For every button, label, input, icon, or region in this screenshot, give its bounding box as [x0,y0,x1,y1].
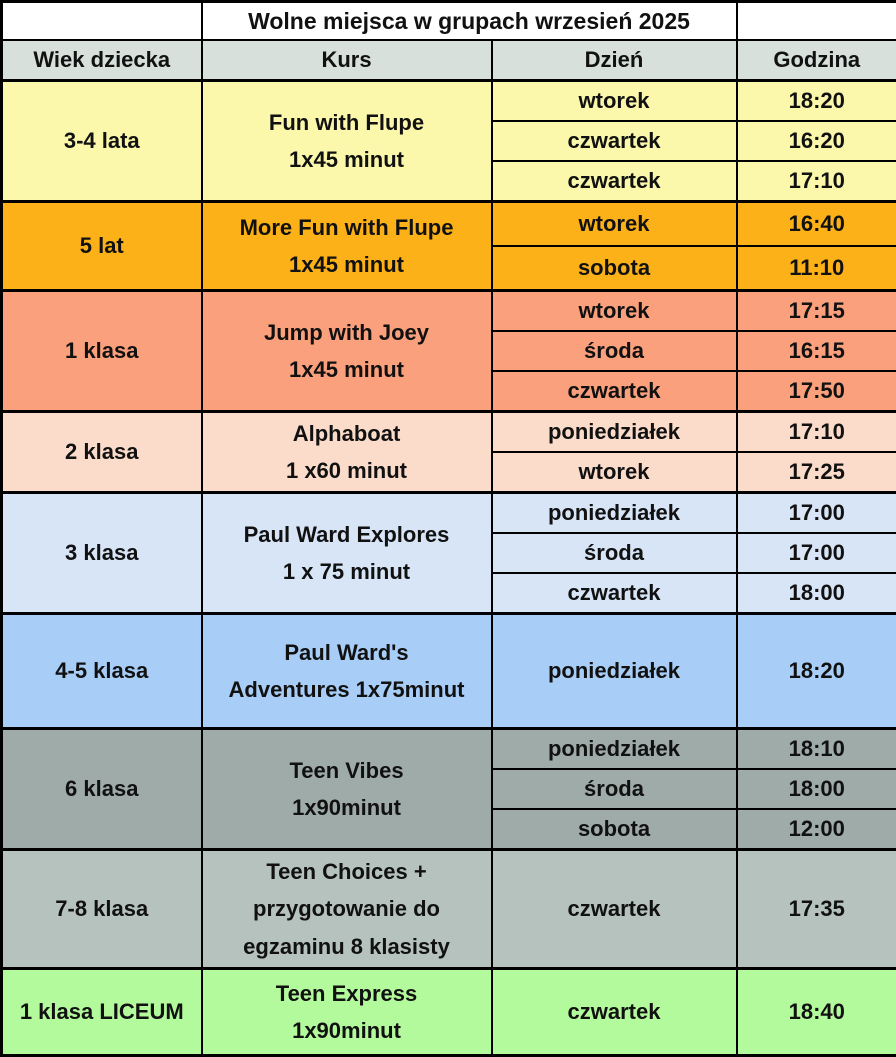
course-line: 1x90minut [207,789,487,826]
course-cell [202,850,492,969]
course-line: 1x45 minut [207,141,487,178]
corner-cell-right [737,2,896,41]
day-cell: poniedziałek [492,493,737,534]
time-cell: 16:40 [737,202,896,247]
day-cell: czwartek [492,573,737,614]
session-row [2,850,896,969]
day-cell: środa [492,331,737,371]
title-row [2,2,896,41]
course-line: Paul Ward Explores [207,516,487,553]
time-cell: 18:10 [737,729,896,770]
course-line: 1x45 minut [207,351,487,388]
session-row [2,81,896,122]
time-cell: 18:00 [737,769,896,809]
day-cell: czwartek [492,161,737,202]
age-cell: 5 lat [2,202,202,291]
day-cell: poniedziałek [492,614,737,729]
day-cell: czwartek [492,850,737,969]
age-cell: 7-8 klasa [2,850,202,969]
day-cell: środa [492,769,737,809]
page-title: Wolne miejsca w grupach wrzesień 2025 [202,2,737,41]
course-cell [202,614,492,729]
header-wiek-dziecka: Wiek dziecka [2,40,202,81]
course-line: Teen Vibes [207,752,487,789]
day-cell: środa [492,533,737,573]
course-cell [202,729,492,850]
time-cell: 17:00 [737,533,896,573]
time-cell: 18:00 [737,573,896,614]
session-row [2,729,896,770]
course-line: Teen Express [207,975,487,1012]
course-line: 1x90minut [207,1012,487,1049]
course-line: Jump with Joey [207,314,487,351]
course-cell [202,969,492,1056]
header-row [2,40,896,81]
course-line: 1 x60 minut [207,452,487,489]
course-cell [202,493,492,614]
time-cell: 17:10 [737,412,896,453]
time-cell: 18:20 [737,81,896,122]
time-cell: 11:10 [737,246,896,291]
header-godzina: Godzina [737,40,896,81]
day-cell: sobota [492,246,737,291]
session-row [2,412,896,453]
day-cell: poniedziałek [492,729,737,770]
course-cell [202,291,492,412]
course-line: Teen Choices + [207,853,487,890]
time-cell: 17:50 [737,371,896,412]
course-line: 1 x 75 minut [207,553,487,590]
course-line: More Fun with Flupe [207,209,487,246]
time-cell: 16:15 [737,331,896,371]
course-cell [202,412,492,493]
day-cell: poniedziałek [492,412,737,453]
time-cell: 17:00 [737,493,896,534]
time-cell: 18:40 [737,969,896,1056]
session-row [2,291,896,332]
day-cell: sobota [492,809,737,850]
corner-cell-left [2,2,202,41]
age-cell: 1 klasa LICEUM [2,969,202,1056]
course-line: Fun with Flupe [207,104,487,141]
header-kurs: Kurs [202,40,492,81]
day-cell: wtorek [492,202,737,247]
time-cell: 17:10 [737,161,896,202]
session-row [2,493,896,534]
age-cell: 3 klasa [2,493,202,614]
course-line: 1x45 minut [207,246,487,283]
course-line: przygotowanie do [207,890,487,927]
course-line: Paul Ward's [207,634,487,671]
age-cell: 4-5 klasa [2,614,202,729]
day-cell: czwartek [492,969,737,1056]
time-cell: 12:00 [737,809,896,850]
age-cell: 3-4 lata [2,81,202,202]
time-cell: 17:35 [737,850,896,969]
course-line: Alphaboat [207,415,487,452]
session-row [2,969,896,1056]
day-cell: wtorek [492,452,737,493]
schedule-body [2,2,896,1056]
course-cell [202,81,492,202]
age-cell: 6 klasa [2,729,202,850]
age-cell: 2 klasa [2,412,202,493]
time-cell: 17:15 [737,291,896,332]
time-cell: 16:20 [737,121,896,161]
course-cell [202,202,492,291]
day-cell: wtorek [492,291,737,332]
session-row [2,202,896,247]
header-dzien: Dzień [492,40,737,81]
age-cell: 1 klasa [2,291,202,412]
session-row [2,614,896,729]
day-cell: wtorek [492,81,737,122]
course-line: egzaminu 8 klasisty [207,928,487,965]
day-cell: czwartek [492,121,737,161]
course-line: Adventures 1x75minut [207,671,487,708]
time-cell: 18:20 [737,614,896,729]
time-cell: 17:25 [737,452,896,493]
day-cell: czwartek [492,371,737,412]
